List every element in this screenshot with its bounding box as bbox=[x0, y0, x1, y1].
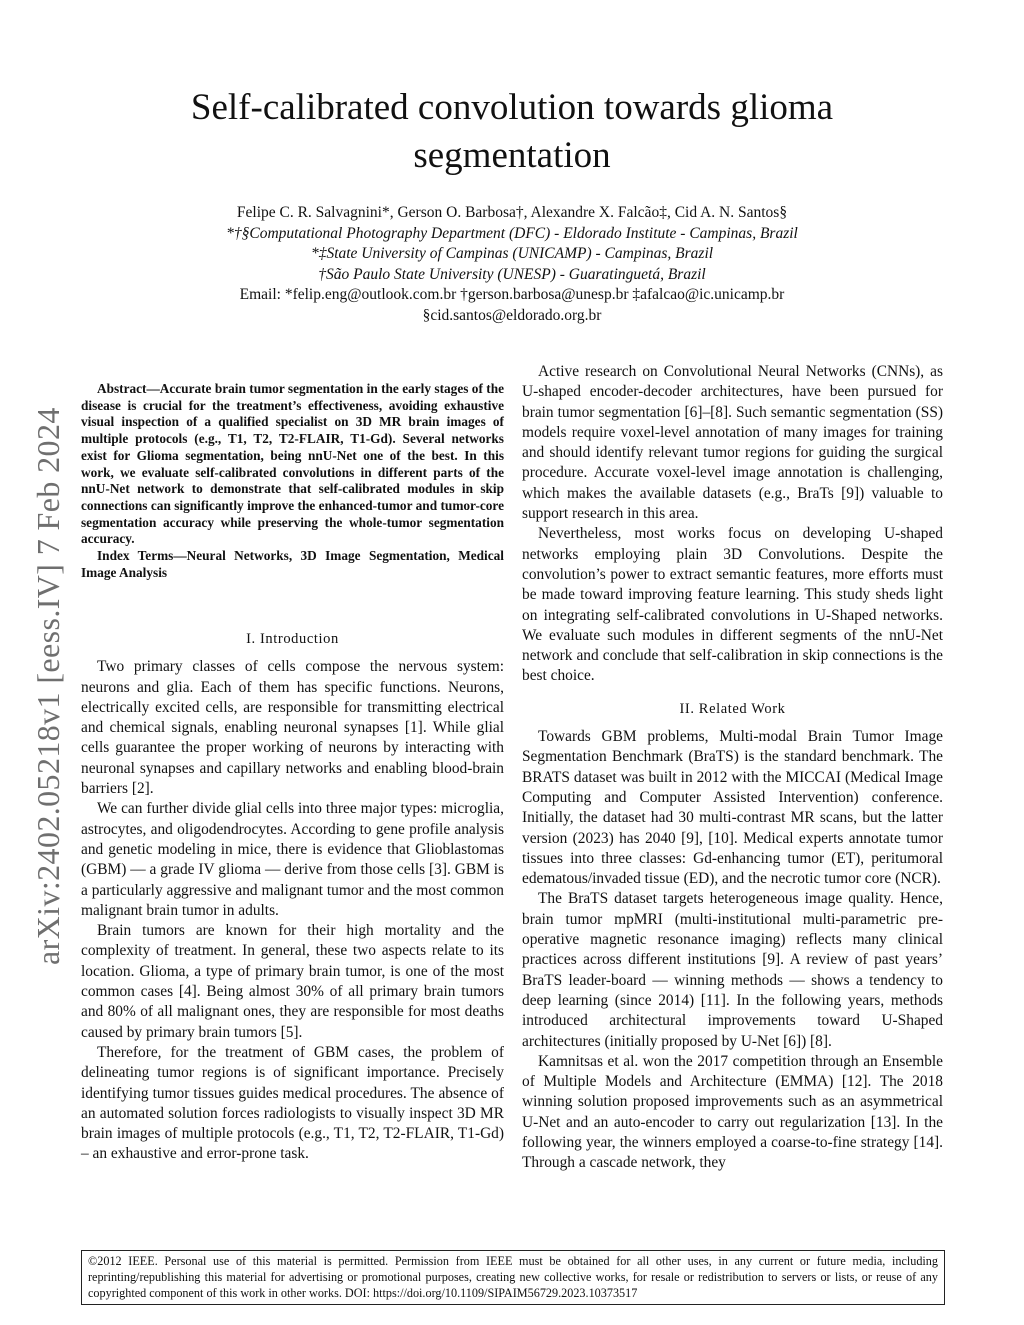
index-terms: Index Terms—Neural Networks, 3D Image Segmentation, Medical Image Analysis bbox=[81, 548, 504, 580]
left-column bbox=[81, 617, 504, 1165]
paragraph: Active research on Convolutional Neural Networks (CNNs), as U-shaped encoder-decoder architectures, have been pursued for brain tumor segmentation [6]–[8]. Such semantic segmentation (SS) models require voxel-level annotation of many images for training and should identify relevant tumor regions for guiding the surgical procedure. Accurate voxel-level image annotation is challenging, which makes the available datasets (e.g., BraTs [9]) valuable to support research in this area. bbox=[522, 363, 943, 523]
affiliation-2: *‡State University of Campinas (UNICAMP) - Campinas, Brazil bbox=[310, 245, 714, 262]
affiliation-1: *†§Computational Photography Department (DFC) - Eldorado Institute - Campinas, Brazil bbox=[226, 224, 798, 242]
paragraph: Brain tumors are known for their high mortality and the complexity of treatment. In general, these two aspects relate to its location. Glioma, a type of primary brain tumor, is one of the most common cases [4]. Being almost 30% of all primary brain tumors and 80% of all malignant ones, they are responsible for most deaths caused by primary brain tumors [5]. bbox=[81, 922, 504, 1041]
copyright-notice: ©2012 IEEE. Personal use of this material is permitted. Permission from IEEE must be obtained for all other uses, in any current or future media, including reprinting/republishing this material for advertising or promotional purposes, creating new collective works, for resale or redistribution to servers or lists, or reuse of any copyrighted component of this work in other works. DOI: https://doi.org/10.1109/SIPAIM56729.2023.10373517 bbox=[81, 1250, 945, 1305]
email-line-1: Email: *felip.eng@outlook.com.br †gerson.barbosa@unesp.br ‡afalcao@ic.unicamp.br bbox=[239, 286, 785, 303]
abstract-text: Abstract—Accurate brain tumor segmentation in the early stages of the disease is crucial for the treatment’s effectiveness, avoiding exhaustive visual inspection of a qualified specialist on 3D MR brain images of multiple protocols (e.g., T1, T2, T2-FLAIR, T1-Gd). Several networks exist for Glioma segmentation, being nnU-Net one of the best. In this work, we evaluate self-calibrated convolutions in different parts of the nnU-Net network to demonstrate that self-calibrated modules in skip connections can significantly improve the enhanced-tumor and tumor-core segmentation accuracy while preserving the whole-tumor segmentation accuracy. bbox=[81, 381, 504, 547]
abstract-block bbox=[81, 381, 504, 581]
right-column bbox=[522, 362, 943, 1174]
paragraph: The BraTS dataset targets heterogeneous image quality. Hence, brain tumor mpMRI (multi-institutional multi-parametric pre-operative magnetic resonance imaging) reflects many clinical practices across different institutions [9]. A review of past years’ BraTS leader-board — winning methods — shows a tendency to deep learning (since 2014) [11]. In the following years, methods introduced architectural improvements toward U-Shaped architectures (initially proposed by U-Net [6]) [8]. bbox=[522, 890, 943, 1050]
paragraph: Kamnitsas et al. won the 2017 competition through an Ensemble of Multiple Models and Architecture (EMMA) [12]. The 2018 winning solution proposed improvements such as an asymmetrical U-Net and an auto-encoder to carry out regularization [13]. In the following year, the winners employed a coarse-to-fine strategy [14]. Through a cascade network, they bbox=[522, 1052, 943, 1172]
paper-title: Self-calibrated convolution towards glioma segmentation bbox=[190, 87, 834, 176]
arxiv-identifier: arXiv:2402.05218v1 [eess.IV] 7 Feb 2024 bbox=[30, 407, 66, 965]
section-heading-related-work: II. Related Work bbox=[679, 700, 786, 717]
paragraph: Nevertheless, most works focus on developing U-shaped networks employing plain 3D Convolutions. Despite the convolution’s power to extract semantic features, more efforts must be made toward improving feature learning. This study sheds light on integrating self-calibrated convolutions in U-Shaped networks. We evaluate such modules in different segments of the nnU-Net network and conclude that self-calibration in skip connections is the best choice. bbox=[522, 525, 943, 685]
paragraph: Therefore, for the treatment of GBM cases, the problem of delineating tumor regions is of significant importance. Precisely identifying tumor tissues guides medical procedures. The absence of an automated solution forces radiologists to visually inspect 3D MR brain images of multiple protocols (e.g., T1, T2, T2-FLAIR, T1-Gd) – an exhaustive and error-prone task. bbox=[81, 1043, 504, 1163]
paragraph: Towards GBM problems, Multi-modal Brain Tumor Image Segmentation Benchmark (BraTS) is the standard benchmark. The BRATS dataset was built in 2012 with the MICCAI (Medical Image Computing and Computer Assisted Intervention) conference. Initially, the dataset had 30 multi-contrast MR scans, but the latter version (2023) has 2040 [9], [10]. Medical experts annotate tumor tissues into three classes: Gd-enhancing tumor (ET), peritumoral edematous/invaded tissue (ED), and the necrotic tumor core (NCR). bbox=[522, 728, 943, 888]
author-names: Felipe C. R. Salvagnini*, Gerson O. Barbosa†, Alexandre X. Falcão‡, Cid A. N. Santos§ bbox=[236, 204, 788, 221]
affiliation-3: †São Paulo State University (UNESP) - Guaratinguetá, Brazil bbox=[318, 265, 706, 283]
email-line-2: §cid.santos@eldorado.org.br bbox=[422, 306, 602, 324]
author-block bbox=[100, 203, 924, 326]
paragraph: Two primary classes of cells compose the nervous system: neurons and glia. Each of them has specific functions. Neurons, electrically excited cells, are responsible for transmitting electrical and chemical signals, enabling neuronal synapses [1]. While glial cells guarantee the proper working of neurons by interacting with neuronal synapses and capillary networks and enabling blood-brain barriers [2]. bbox=[81, 658, 504, 798]
section-heading-introduction: I. Introduction bbox=[246, 631, 339, 647]
paragraph: We can further divide glial cells into three major types: microglia, astrocytes, and oligodendrocytes. According to gene profile analysis and genetic modeling in mice, there is evidence that Glioblastomas (GBM) — a grade IV glioma — derive from those cells [3]. GBM is a particularly aggressive and malignant tumor and the most common malignant brain tumor in adults. bbox=[81, 800, 504, 919]
